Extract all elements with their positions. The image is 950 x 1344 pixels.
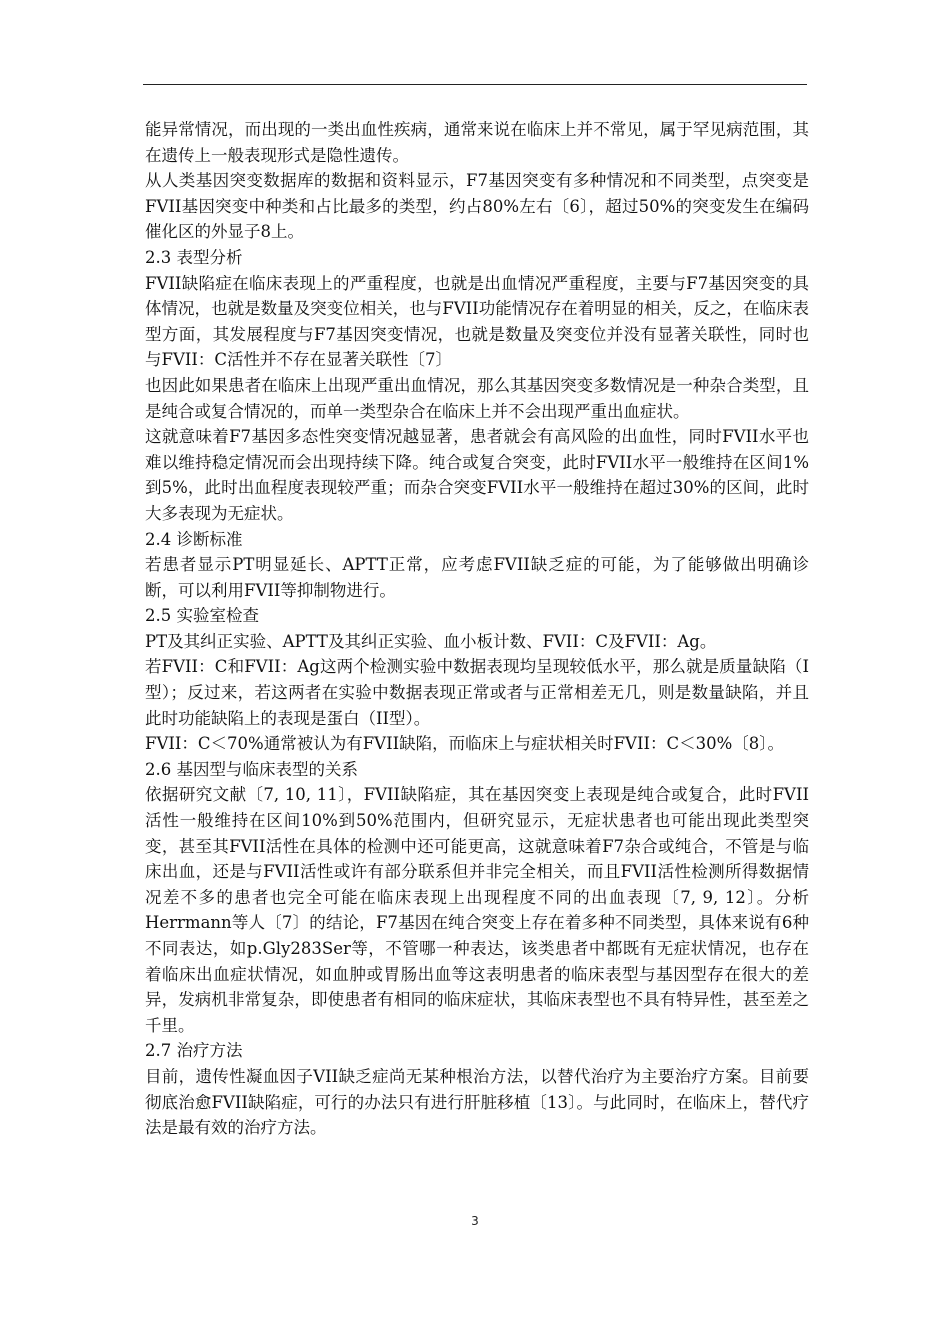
paragraph: FVII：C＜70%通常被认为有FVII缺陷，而临床上与症状相关时FVII：C＜30%〔8〕。 (145, 734, 785, 754)
paragraph: PT及其纠正实验、APTT及其纠正实验、血小板计数、FVII：C及FVII：Ag。 (145, 631, 717, 651)
paragraph: 从人类基因突变数据库的数据和资料显示，F7基因突变有多种情况和不同类型，点突变是FVII基因突变中种类和占比最多的类型，约占80%左右〔6〕，超过50%的突变发生在编码催化区的外显子8上。 (145, 171, 809, 242)
paragraph: 若患者显示PT明显延长、APTT正常，应考虑FVII缺乏症的可能，为了能够做出明确诊断，可以利用FVII等抑制物进行。 (145, 555, 809, 600)
section-heading: 2.7 治疗方法 (145, 1041, 243, 1061)
paragraph: 这就意味着F7基因多态性突变情况越显著，患者就会有高风险的出血性，同时FVII水平也难以维持稳定情况而会出现持续下降。纯合或复合突变，此时FVII水平一般维持在区间1%到5%，此时出血程度表现较严重；而杂合突变FVII水平一般维持在超过30%的区间，此时大多表现为无症状。 (145, 427, 809, 523)
header-rule (143, 84, 807, 85)
paragraph: 也因此如果患者在临床上出现严重出血情况，那么其基因突变多数情况是一种杂合类型，且是纯合或复合情况的，而单一类型杂合在临床上并不会出现严重出血症状。 (145, 375, 809, 421)
section-heading: 2.6 基因型与临床表型的关系 (145, 759, 358, 779)
paragraph: 目前，遗传性凝血因子VII缺乏症尚无某种根治方法，以替代治疗为主要治疗方案。目前要彻底治愈FVII缺陷症，可行的办法只有进行肝脏移植〔13〕。与此同时，在临床上，替代疗法是最有效的治疗方法。 (145, 1066, 809, 1138)
document-body (145, 117, 809, 1141)
paragraph: 依据研究文献〔7, 10, 11〕，FVII缺陷症，其在基因突变上表现是纯合或复合，此时FVII活性一般维持在区间10%到50%范围内，但研究显示，无症状患者也可能出现此类型突变，甚至其FVII活性在具体的检测中还可能更高，这就意味着F7杂合或纯合，不管是与临床出血，还是与FVII活性或许有部分联系但并非完全相关，而且FVII活性检测所得数据情况差不多的患者也完全可能在临床表现上出现程度不同的出血表现〔7, 9, 12〕。分析Herrmann等人〔7〕的结论，F7基因在纯合突变上存在着多种不同类型，具体来说有6种不同表达，如p.Gly283Ser等，不管哪一种表达，该类患者中都既有无症状情况，也存在着临床出血症状情况，如血肿或胃肠出血等这表明患者的临床表型与基因型存在很大的差异，发病机非常复杂，即使患者有相同的临床症状，其临床表型也不具有特异性，甚至差之千里。 (145, 785, 809, 1035)
section-heading: 2.3 表型分析 (145, 247, 243, 267)
section-heading: 2.5 实验室检查 (145, 606, 259, 626)
paragraph: 若FVII：C和FVII：Ag这两个检测实验中数据表现均呈现较低水平，那么就是质量缺陷（I型）；反过来，若这两者在实验中数据表现正常或者与正常相差无几，则是数量缺陷，并且此时功能缺陷上的表现是蛋白（II型）。 (145, 657, 809, 728)
section-heading: 2.4 诊断标准 (145, 529, 243, 549)
paragraph: 能异常情况，而出现的一类出血性疾病，通常来说在临床上并不常见，属于罕见病范围，其在遗传上一般表现形式是隐性遗传。 (145, 120, 809, 165)
paragraph: FVII缺陷症在临床表现上的严重程度，也就是出血情况严重程度，主要与F7基因突变的具体情况，也就是数量及突变位相关，也与FVII功能情况存在着明显的相关，反之，在临床表型方面，其发展程度与F7基因突变情况，也就是数量及突变位并没有显著关联性，同时也与FVII：C活性并不存在显著关联性〔7〕 (145, 273, 809, 370)
page-number: 3 (471, 1214, 479, 1228)
